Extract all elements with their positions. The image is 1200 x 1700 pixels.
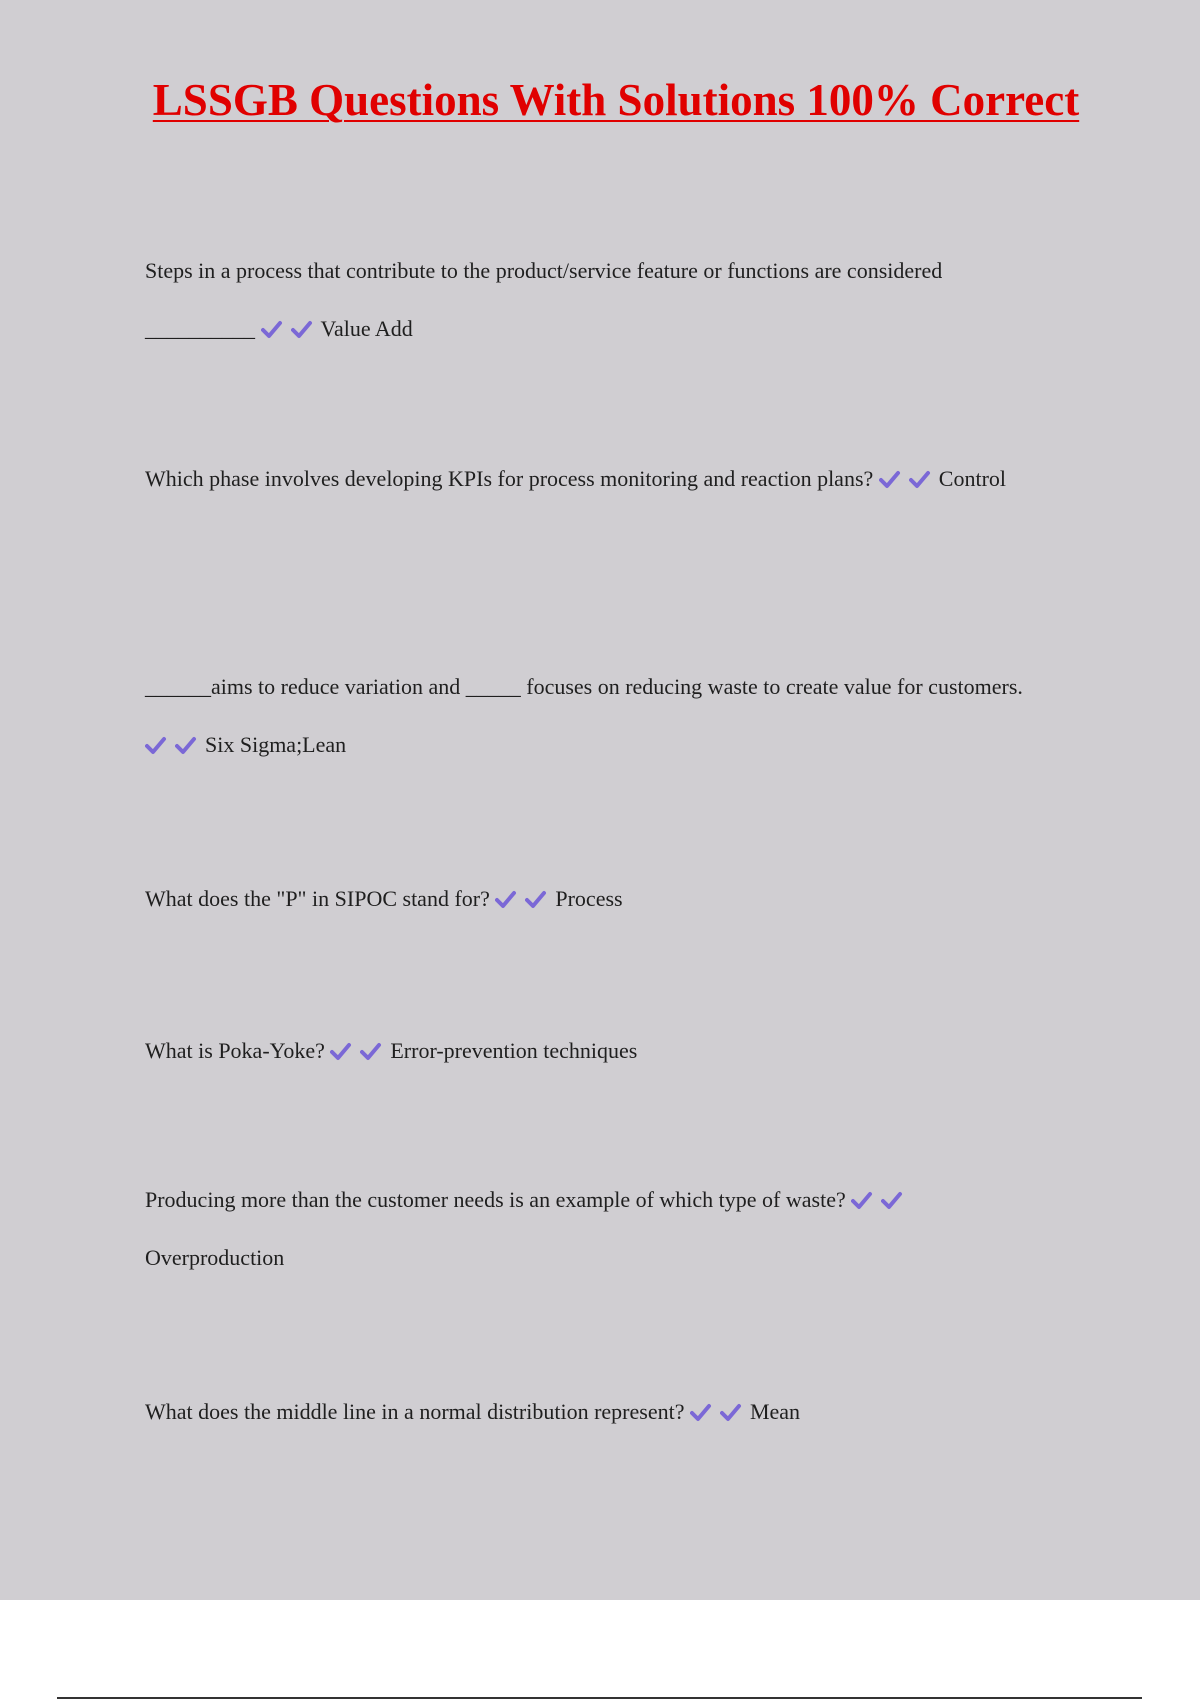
answer-text: Mean [749,1399,801,1424]
check-icon [145,735,173,755]
qa-item-3 [145,658,1045,774]
answer-text: Control [938,466,1007,491]
answer-text: Value Add [320,316,413,341]
question-text: ______aims to reduce variation and _____ focuses on reducing waste to create value for customers. [145,674,1023,699]
check-icon [690,1402,718,1422]
question-text: What is Poka-Yoke? [145,1038,325,1063]
answer-text: Overproduction [145,1245,285,1270]
answer-text: Process [555,886,623,911]
qa-item-1 [145,242,1045,358]
answer-text: Error-prevention techniques [390,1038,638,1063]
answer-text: Six Sigma;Lean [205,732,347,757]
qa-item-5 [145,1022,1045,1080]
question-text: Which phase involves developing KPIs for process monitoring and reaction plans? [145,466,874,491]
check-icon [495,889,523,909]
check-icon [360,1041,388,1061]
check-icon [291,319,319,339]
check-icon [720,1402,748,1422]
check-icon [881,1190,909,1210]
qa-item-4 [145,870,1045,928]
check-icon [261,319,289,339]
check-icon [909,469,937,489]
check-icon [330,1041,358,1061]
question-text: What does the "P" in SIPOC stand for? [145,886,490,911]
qa-item-2 [145,450,1045,508]
check-icon [851,1190,879,1210]
check-icon [879,469,907,489]
qa-item-6 [145,1171,1045,1287]
qa-item-7 [145,1383,1045,1441]
document-title: LSSGB Questions With Solutions 100% Correct [152,75,1080,125]
check-icon [525,889,553,909]
footer-divider [57,1697,1142,1699]
question-text: Producing more than the customer needs is an example of which type of waste? [145,1187,846,1212]
check-icon [175,735,203,755]
question-text: What does the middle line in a normal distribution represent? [145,1399,685,1424]
question-text: Steps in a process that contribute to the product/service feature or functions are considered __________ [145,258,943,341]
